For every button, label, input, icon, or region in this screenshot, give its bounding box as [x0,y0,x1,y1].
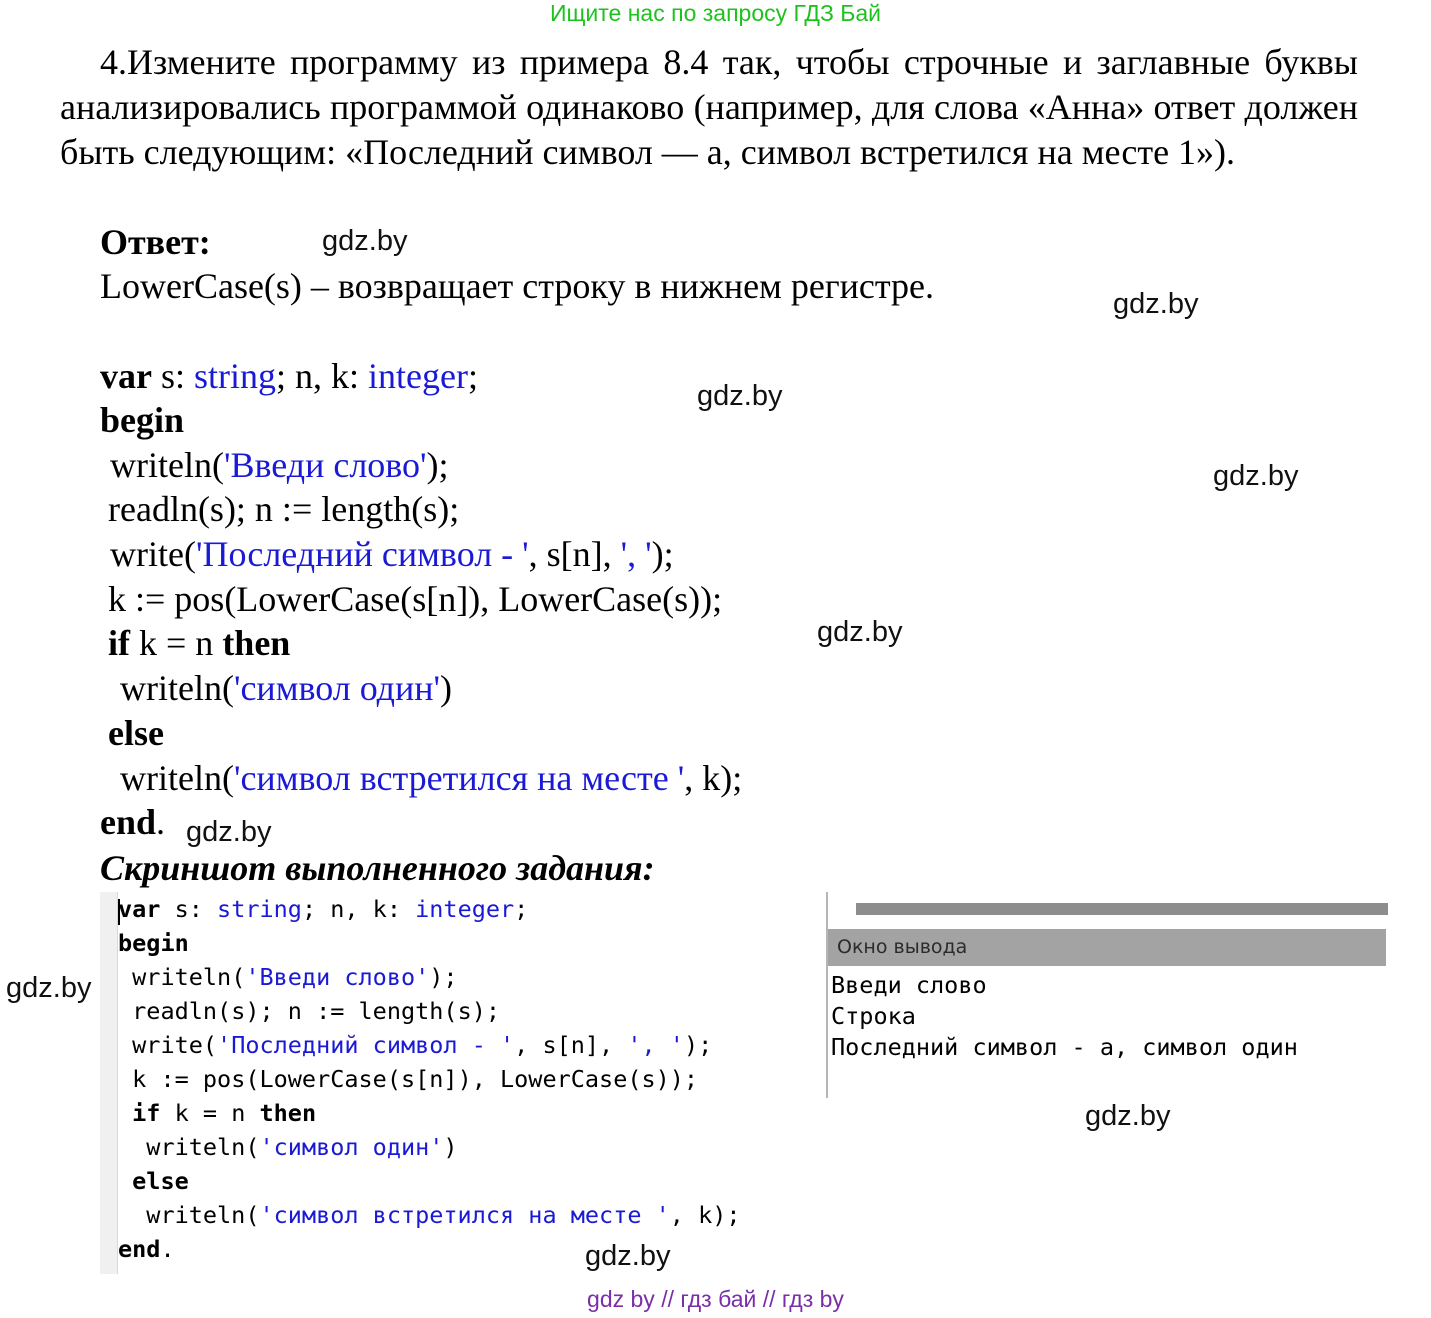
editor-line-9: else [132,1167,189,1195]
output-line-3: Последний символ - а, символ один [831,1033,1298,1061]
editor-line-6: k := pos(LowerCase(s[n]), LowerCase(s)); [132,1065,699,1093]
editor-line-1: var s: string; n, k: integer; [118,895,529,923]
watermark: gdz.by [186,816,272,848]
watermark: gdz.by [1113,288,1199,320]
watermark: gdz.by [585,1240,671,1272]
code-line-7: if k = n then [108,623,291,663]
editor-gutter [100,892,118,1274]
code-line-5: write('Последний символ - ', s[n], ', '); [110,534,674,574]
editor-line-8: writeln('символ один') [146,1133,458,1161]
answer-label: Ответ: [100,222,211,262]
output-line-1: Введи слово [831,971,987,999]
code-line-8: writeln('символ один') [120,668,453,708]
editor-code [118,892,741,1266]
editor-line-11: end. [118,1235,175,1263]
watermark: gdz.by [6,972,92,1004]
code-line-6: k := pos(LowerCase(s[n]), LowerCase(s)); [108,579,723,619]
watermark: gdz.by [1213,460,1299,492]
editor-line-7: if k = n then [132,1099,317,1127]
editor-line-5: write('Последний символ - ', s[n], ', '); [132,1031,713,1059]
horizontal-scrollbar[interactable] [856,903,1388,915]
output-window-title: Окно вывода [828,929,1386,966]
code-line-9: else [108,713,164,753]
pane-divider[interactable] [826,892,828,1098]
editor-line-3: writeln('Введи слово'); [132,963,458,991]
code-line-1: var s: string; n, k: integer; [100,356,478,396]
watermark: gdz.by [1085,1100,1171,1132]
screenshot-caption: Скриншот выполненного задания: [100,848,655,888]
lowercase-note: LowerCase(s) – возвращает строку в нижнем регистре. [100,266,934,306]
output-line-2: Строка [831,1002,916,1030]
watermark: gdz.by [322,225,408,257]
editor-line-2: begin [118,929,189,957]
watermark: gdz.by [697,380,783,412]
code-line-10: writeln('символ встретился на месте ', k); [120,758,743,798]
code-line-2: begin [100,400,185,440]
bottom-banner[interactable]: gdz by // гдз бай // гдз by [587,1286,844,1312]
code-line-3: writeln('Введи слово'); [110,445,449,485]
editor-line-4: readln(s); n := length(s); [132,997,501,1025]
code-line-11: end. [100,802,166,842]
watermark: gdz.by [817,616,903,648]
editor-line-10: writeln('символ встретился на месте ', k); [146,1201,741,1229]
code-line-4: readln(s); n := length(s); [108,489,460,529]
ide-output-window [826,892,1398,1098]
task-text: 4.Измените программу из примера 8.4 так, чтобы строчные и заглавные буквы анализировались программой одинаково (например, для слова «Анна» ответ должен быть следующим: «Последний символ — а, символ встретился на месте 1»). [60,42,1358,172]
output-text [831,970,1298,1063]
top-banner[interactable]: Ищите нас по запросу ГДЗ Бай [549,0,882,26]
